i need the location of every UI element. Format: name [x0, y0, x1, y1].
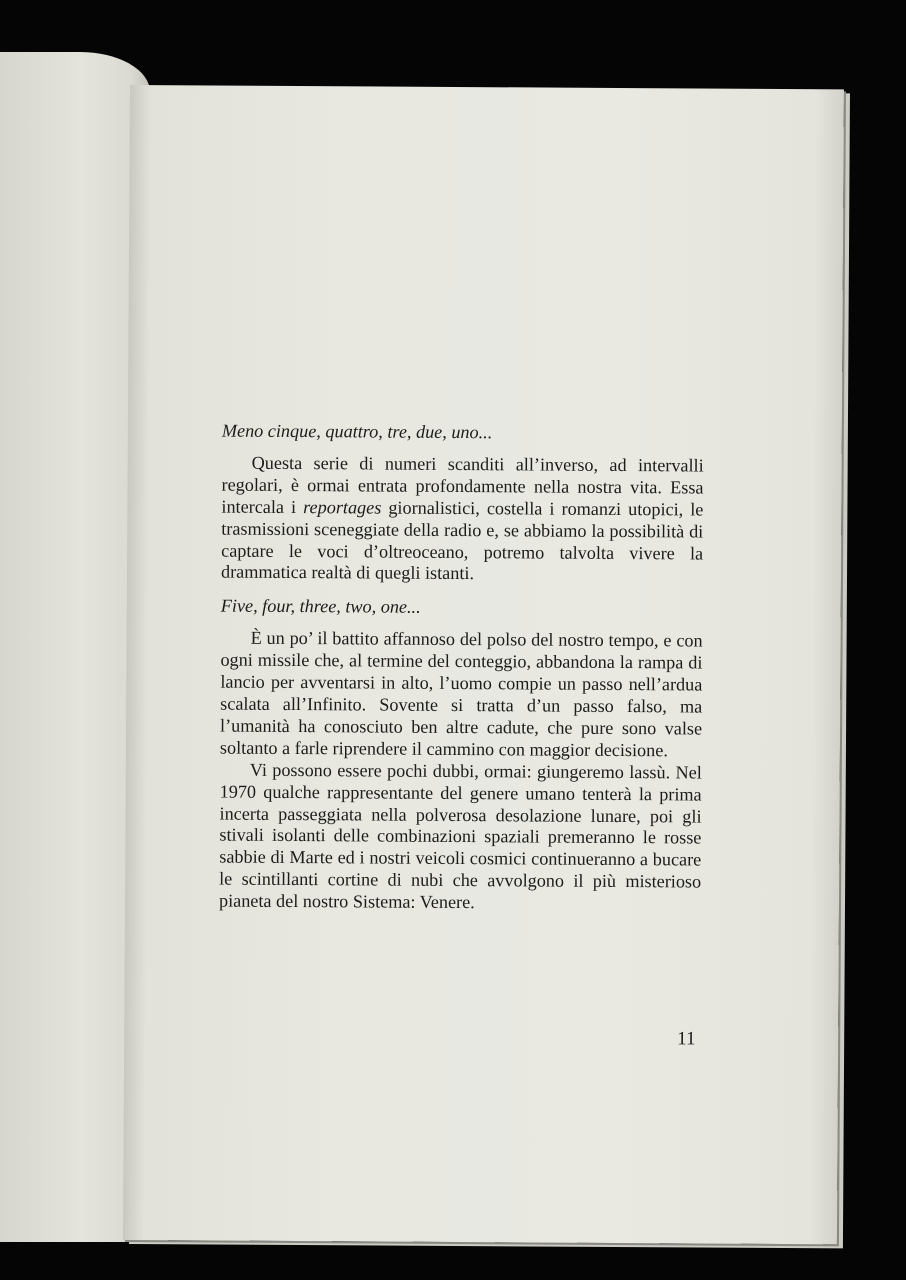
italic-word: reportages	[303, 496, 382, 518]
body-text	[219, 421, 704, 916]
paragraph-2: È un po’ il battito affannoso del polso del nostro tempo, e con ogni missile che, al termine del conteggio, abbandona la rampa di lancio per avventarsi in alto, l’uomo compie un passo nell’ardua scalata all’Infinito. Sovente si tratta d’un passo falso, ma l’umanità ha conosciuto ben altre cadute, che pure sono valse soltanto a farle riprendere il cammino con maggior decisione.	[219, 627, 703, 761]
page-number: 11	[677, 1028, 696, 1050]
countdown-heading-italian: Meno cinque, quattro, tre, due, uno...	[221, 420, 493, 443]
paragraph-1	[221, 452, 704, 586]
paragraph-1-end: giornalistici, costella i romanzi utopici, le trasmissioni sceneggiate della radio e, se abbiamo la possibilità di captare le voci d’oltreoceano, potremo talvolta vivere la drammatica realtà di quegli istanti.	[220, 497, 704, 584]
paragraph-3: Vi possono essere pochi dubbi, ormai: giungeremo lassù. Nel 1970 qualche rappresentante del genere umano tenterà la prima incerta passeggiata nella polverosa desolazione lunare, poi gli stivali isolanti delle combinazioni spaziali premeranno le rosse sabbie di Marte ed i nostri veicoli cosmici continueranno a bucare le scintillanti cortine di nubi che avvolgono il più misterioso pianeta del nostro Sistema: Venere.	[218, 759, 702, 913]
countdown-heading-english: Five, four, three, two, one...	[220, 595, 421, 618]
paragraph-1-start: Questa serie di numeri scanditi all’inverso, ad intervalli regolari, è ormai entrata profondamente nella nostra vita. Essa intercala i	[221, 452, 704, 517]
right-page	[123, 85, 844, 1244]
